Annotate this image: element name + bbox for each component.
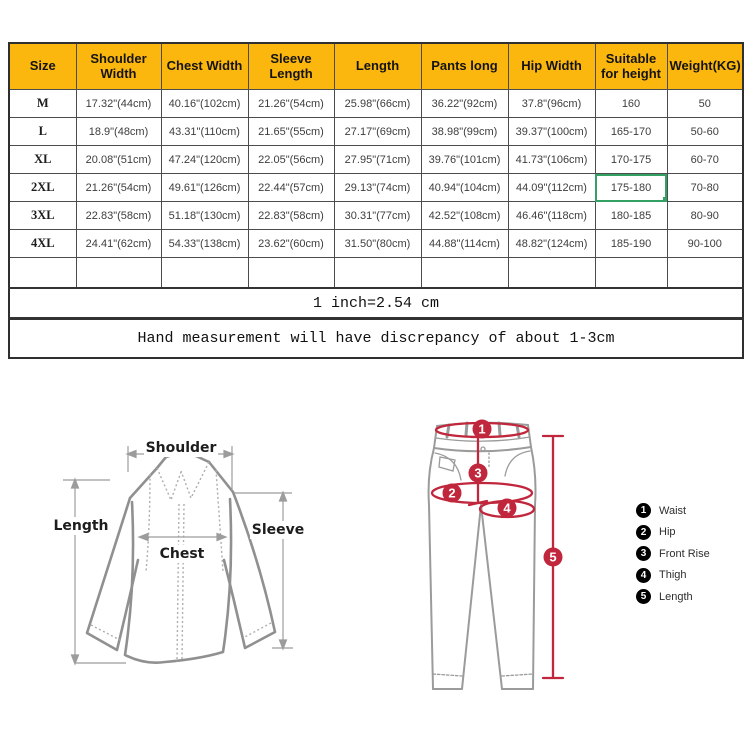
note-measurement-discrepancy: Hand measurement will have discrepancy of about 1-3cm [9,319,743,359]
empty-cell [595,258,667,289]
table-cell: 24.41"(62cm) [76,230,161,258]
size-chart-table [8,42,744,359]
table-cell: 37.8"(96cm) [508,90,595,118]
column-header-chest: Chest Width [161,43,248,90]
table-cell: 38.98"(99cm) [421,118,508,146]
table-cell: 180-185 [595,202,667,230]
column-header-shoulder: Shoulder Width [76,43,161,90]
legend-label: Front Rise [659,547,710,560]
table-cell: 185-190 [595,230,667,258]
note-inch-conversion: 1 inch=2.54 cm [9,288,743,319]
table-cell: 160 [595,90,667,118]
pants-outline [429,423,536,689]
table-row-l [9,118,743,146]
table-cell: 23.62"(60cm) [248,230,334,258]
pants-legend [636,503,710,611]
table-cell: 41.73"(106cm) [508,146,595,174]
column-header-sleeve: Sleeve Length [248,43,334,90]
table-cell: 18.9"(48cm) [76,118,161,146]
table-cell: 40.94"(104cm) [421,174,508,202]
table-cell: 46.46"(118cm) [508,202,595,230]
empty-row [9,258,743,289]
table-cell: 39.76"(101cm) [421,146,508,174]
marker-number-4: 4 [503,500,511,516]
table-cell: 48.82"(124cm) [508,230,595,258]
column-header-length: Length [334,43,421,90]
pants-drawing [405,405,615,705]
table-cell: 44.09"(112cm) [508,174,595,202]
table-cell: 22.44"(57cm) [248,174,334,202]
size-cell: XL [9,146,76,174]
shirt-label-shoulder: Shoulder [145,440,217,456]
table-cell: 30.31"(77cm) [334,202,421,230]
marker-number-2: 2 [448,485,456,501]
legend-number-icon: 5 [636,589,651,604]
column-header-weight: Weight(KG) [667,43,743,90]
marker-number-3: 3 [474,465,482,481]
size-cell: M [9,90,76,118]
shirt-label-length: Length [53,518,109,534]
table-cell: 70-80 [667,174,743,202]
table-cell: 51.18"(130cm) [161,202,248,230]
shirt-label-sleeve: Sleeve [251,522,305,538]
table-row-m [9,90,743,118]
column-header-height: Suitable for height [595,43,667,90]
table-cell: 22.83"(58cm) [76,202,161,230]
column-header-hip: Hip Width [508,43,595,90]
table-cell: 22.05"(56cm) [248,146,334,174]
empty-cell [161,258,248,289]
legend-label: Waist [659,504,687,517]
table-cell: 22.83"(58cm) [248,202,334,230]
table-cell: 165-170 [595,118,667,146]
table-cell: 170-175 [595,146,667,174]
table-cell: 80-90 [667,202,743,230]
legend-number-icon: 3 [636,546,651,561]
shirt-label-chest: Chest [159,546,205,562]
table-cell: 29.13"(74cm) [334,174,421,202]
table-cell: 50-60 [667,118,743,146]
table-cell: 40.16"(102cm) [161,90,248,118]
table-row-4xl [9,230,743,258]
empty-cell [248,258,334,289]
legend-label: Hip [659,526,676,538]
table-cell: 36.22"(92cm) [421,90,508,118]
table-cell: 90-100 [667,230,743,258]
legend-item-hip [636,525,710,540]
size-cell: L [9,118,76,146]
marker-number-1: 1 [478,421,486,437]
table-cell: 60-70 [667,146,743,174]
column-header-pants: Pants long [421,43,508,90]
table-cell: 54.33"(138cm) [161,230,248,258]
empty-cell [334,258,421,289]
empty-cell [76,258,161,289]
size-cell: 3XL [9,202,76,230]
legend-label: Length [659,590,693,603]
table-cell: 43.31"(110cm) [161,118,248,146]
legend-item-front-rise [636,546,710,561]
table-cell: 44.88"(114cm) [421,230,508,258]
table-cell: 50 [667,90,743,118]
table-cell: 47.24"(120cm) [161,146,248,174]
table-cell: 20.08"(51cm) [76,146,161,174]
table-cell: 21.26"(54cm) [76,174,161,202]
table-cell: 42.52"(108cm) [421,202,508,230]
note-row-discrepancy [9,319,743,359]
empty-cell [421,258,508,289]
legend-item-thigh [636,568,710,583]
table-cell: 49.61"(126cm) [161,174,248,202]
table-cell: 25.98"(66cm) [334,90,421,118]
empty-cell [508,258,595,289]
note-row-inch [9,288,743,319]
header-row [9,43,743,90]
legend-number-icon: 2 [636,525,651,540]
table-row-3xl [9,202,743,230]
table-cell: 17.32"(44cm) [76,90,161,118]
selected-cell[interactable]: 175-180 [595,174,667,202]
legend-number-icon: 4 [636,568,651,583]
size-cell: 2XL [9,174,76,202]
table-cell: 21.26"(54cm) [248,90,334,118]
empty-cell [667,258,743,289]
table-row-xl [9,146,743,174]
table-cell: 27.95"(71cm) [334,146,421,174]
pants-marker-badges [443,420,563,567]
table-cell: 27.17"(69cm) [334,118,421,146]
table-cell: 31.50"(80cm) [334,230,421,258]
table-cell: 39.37"(100cm) [508,118,595,146]
marker-number-5: 5 [549,549,557,565]
legend-number-icon: 1 [636,503,651,518]
table-row-2xl [9,174,743,202]
column-header-size: Size [9,43,76,90]
legend-item-waist [636,503,710,518]
empty-cell [9,258,76,289]
legend-item-length [636,589,710,604]
legend-label: Thigh [659,569,687,581]
table-cell: 21.65"(55cm) [248,118,334,146]
size-cell: 4XL [9,230,76,258]
